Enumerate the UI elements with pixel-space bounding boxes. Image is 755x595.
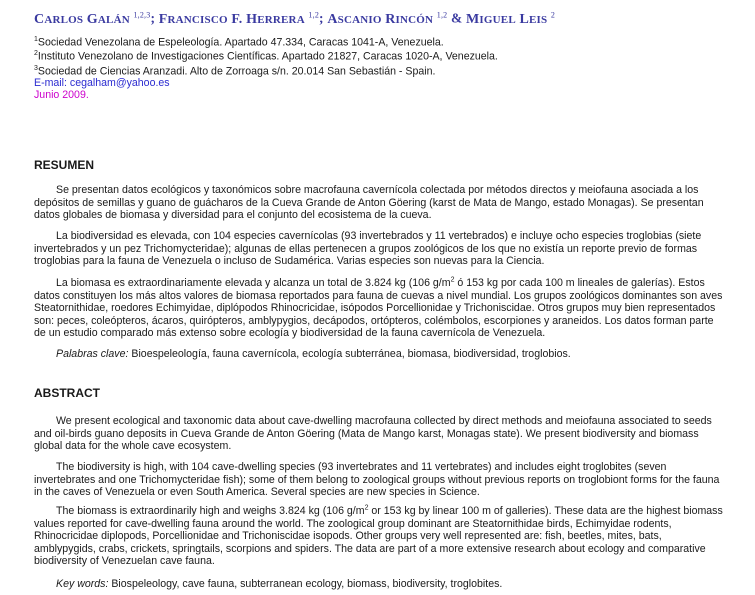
- author-galan: CARLOS GALÁN $^{1,2,3}$: [34, 10, 151, 27]
- resumen-paragraph-1: Se presentan datos ecológicos y taxonómicos sobre macrofauna cavernícola colectada por métodos directos y meiofauna asociada a los depósitos de semillas y guano de guácharos de la Cueva Grande de Anton Göering (karst de Mata de Mango, estado Monagas). Se presentan datos globales de biomasa y diversidad para el conjunto del ecosistema de la cueva.: [34, 184, 704, 222]
- author-rincon: ASCANIO RINCÓN $^{1,2}$: [327, 10, 448, 27]
- abstract-paragraph-1: We present ecological and taxonomic data about cave-dwelling macrofauna collected by direct methods and meiofauna associated to seeds and oil-birds guano deposits in Cueva Grande de Anton Göering (Mata de Mango karst, Monagas state). We present biodiversity and biomass global data for the whole cave ecosystem.: [34, 415, 712, 453]
- abstract-keywords: Key words: Biospeleology, cave fauna, subterranean ecology, biomass, biodiversity, troglobites.: [56, 578, 503, 590]
- resumen-paragraph-3: La biomasa es extraordinariamente elevada y alcanza un total de 3.824 kg (106 $g/m^2$ ó 153 kg por cada 100 m lineales de galerías). Estos datos constituyen los más altos valores de biomasa reportados para fauna de cuevas a nivel mundial. Los grupos zoológicos dominantes son aves Steatornithidae, roedores Echimyidae, diplópodos Rhinocricidae, isópodos Porcellionidae y Trichoniscidae. Otros grupos muy bien representados son: peces, coleópteros, ácaros, quirópteros, amblypygios, decápodos, ortópteros, colémbolos, escorpiones y araneidos. Los datos forman parte de un estudio comparado más extenso sobre ecología y biodiversidad de la fauna cavernícola de Venezuela.: [34, 276, 723, 340]
- resumen-heading: RESUMEN: [34, 158, 95, 172]
- affiliation-1: $^1$Sociedad Venezolana de Espeleología. Apartado 47.334, Caracas 1041-A, Venezuela.: [34, 35, 444, 49]
- abstract-paragraph-3: The biomass is extraordinarily high and weighs 3.824 kg (106 $g/m^2$ or 153 kg by linear 100 m of galleries). These data are the highest biomass values reported for cave-dwelling fauna around the world. The zoological group dominant are Steatornithidae birds, Echimyidae rodents, Rhinocricidae diplopods, Porcellionidae and Trichoniscidae isopods. Other groups very well represented are: fish, beetles, mites, bats, amblypygids, crabs, crickets, springtails, scorpions and spiders. The data are part of a more extensive research about ecology and comparative biodiversity of Venezuelan cave fauna.: [34, 504, 723, 568]
- author-email: E-mail: cegalham@yahoo.es: [34, 77, 170, 90]
- abstract-heading: ABSTRACT: [34, 386, 100, 400]
- affiliation-3: $^3$Sociedad de Ciencias Aranzadi. Alto de Zorroaga s/n. 20.014 San Sebastián - Spain.: [34, 64, 436, 78]
- author-line: CARLOS GALÁN $^{1,2,3}$; FRANCISCO F. HERRERA $^{1,2}$; ASCANIO RINCÓN $^{1,2}$ & MIGUEL LEIS $^2$: [34, 10, 556, 27]
- publication-date: Junio 2009.: [34, 89, 89, 102]
- abstract-paragraph-2: The biodiversity is high, with 104 cave-dwelling species (93 invertebrates and 11 vertebrates) and includes eight troglobites (seven invertebrates and one Trichomycteridae fish); some of them belong to zoological groups without previous reports on troglobiont forms for the fauna in the caves of Venezuela or even South America. Several species are new species in Science.: [34, 461, 720, 499]
- resumen-keywords: Palabras clave: Bioespeleología, fauna cavernícola, ecología subterránea, biomasa, biodiversidad, troglobios.: [56, 348, 571, 360]
- resumen-paragraph-2: La biodiversidad es elevada, con 104 especies cavernícolas (93 invertebrados y 11 vertebrados) e incluye ocho especies troglobias (siete invertebrados y un pez Trichomycteridae); algunas de ellas pertenecen a grupos zoológicos de los que no existía un reporte previo de formas troglobias para la fauna de Venezuela o incluso de Sudamérica. Varias especies son nuevas para la Ciencia.: [34, 230, 702, 268]
- author-leis: MIGUEL LEIS $^2$: [465, 10, 556, 27]
- affiliation-2: $^2$Instituto Venezolano de Investigaciones Científicas. Apartado 21827, Caracas 1020-A, Venezuela.: [34, 50, 498, 63]
- author-herrera: FRANCISCO F. HERRERA $^{1,2}$: [158, 10, 320, 27]
